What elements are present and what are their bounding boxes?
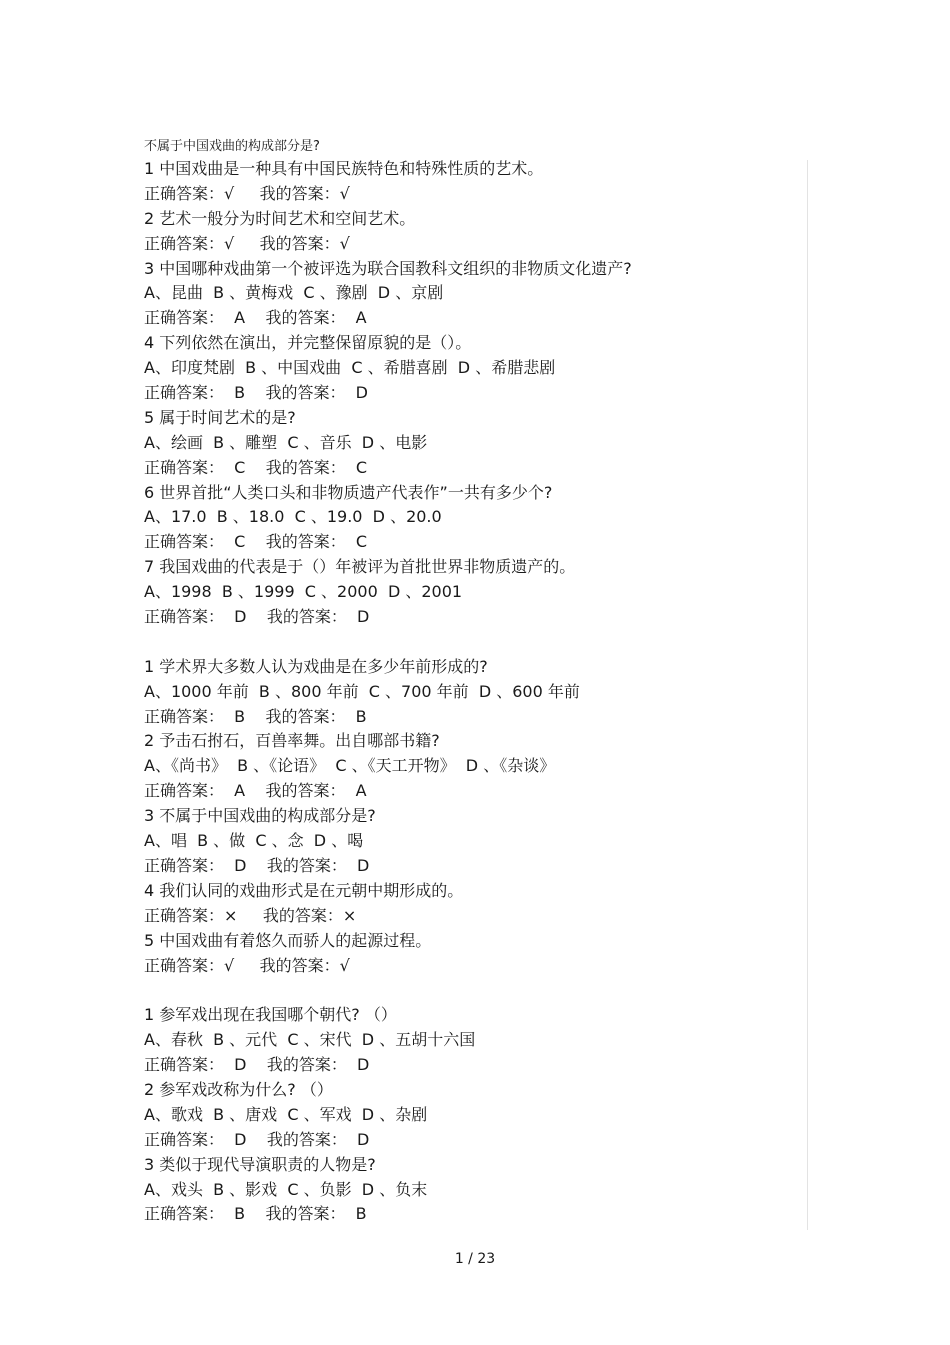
text-line: 正确答案：√ 我的答案：√ (144, 183, 350, 203)
text-line: 3 不属于中国戏曲的构成部分是? (144, 806, 376, 826)
text-line: A、印度梵剧 B 、中国戏曲 C 、希腊喜剧 D 、希腊悲剧 (144, 358, 556, 378)
text-line: 正确答案： C 我的答案： C (144, 457, 368, 477)
quiz-content (144, 157, 794, 1227)
text-line: 5 中国戏曲有着悠久而骄人的起源过程。 (144, 930, 432, 950)
text-line: 正确答案： D 我的答案： D (144, 1055, 370, 1075)
text-line: 4 下列依然在演出，并完整保留原貌的是（）。 (144, 333, 472, 353)
text-line: 正确答案： B 我的答案： B (144, 706, 367, 726)
text-line: 2 参军戏改称为什么? （） (144, 1079, 333, 1099)
text-line: A、唱 B 、做 C 、念 D 、喝 (144, 831, 364, 851)
text-line: 正确答案： D 我的答案： D (144, 1129, 370, 1149)
text-line: 3 中国哪种戏曲第一个被评选为联合国教科文组织的非物质文化遗产? (144, 258, 632, 278)
text-line: A、《尚书》 B 、《论语》 C 、《天工开物》 D 、《杂谈》 (144, 756, 556, 776)
page-header-text: 不属于中国戏曲的构成部分是? (144, 139, 320, 154)
text-line: A、歌戏 B 、唐戏 C 、军戏 D 、杂剧 (144, 1104, 428, 1124)
section-gap (144, 630, 794, 655)
text-line: 正确答案：× 我的答案：× (144, 905, 357, 925)
text-line: A、1998 B 、1999 C 、2000 D 、2001 (144, 582, 463, 602)
text-line: 正确答案： D 我的答案： D (144, 607, 370, 627)
text-line: 5 属于时间艺术的是? (144, 407, 296, 427)
text-line: 2 艺术一般分为时间艺术和空间艺术。 (144, 208, 416, 228)
page-number: 1 / 23 (454, 1251, 496, 1267)
text-line: A、昆曲 B 、黄梅戏 C 、豫剧 D 、京剧 (144, 283, 444, 303)
text-line: 正确答案：√ 我的答案：√ (144, 233, 350, 253)
text-line: A、17.0 B 、18.0 C 、19.0 D 、20.0 (144, 507, 442, 527)
text-line: A、戏头 B 、影戏 C 、负影 D 、负末 (144, 1179, 428, 1199)
text-line: 7 我国戏曲的代表是于（）年被评为首批世界非物质遗产的。 (144, 557, 576, 577)
text-line: 正确答案： A 我的答案： A (144, 308, 367, 328)
text-line: 1 参军戏出现在我国哪个朝代? （） (144, 1005, 397, 1025)
text-line: A、1000 年前 B 、800 年前 C 、700 年前 D 、600 年前 (144, 681, 580, 701)
text-line: 1 中国戏曲是一种具有中国民族特色和特殊性质的艺术。 (144, 159, 544, 178)
text-line: 正确答案： B 我的答案： D (144, 383, 368, 403)
text-line: 正确答案： D 我的答案： D (144, 855, 370, 875)
text-line: 2 予击石拊石，百兽率舞。出自哪部书籍? (144, 731, 440, 751)
section-gap (144, 978, 794, 1003)
text-line: 6 世界首批“人类口头和非物质遗产代表作”一共有多少个? (144, 482, 553, 502)
text-line: 正确答案： A 我的答案： A (144, 781, 367, 801)
text-line: 正确答案：√ 我的答案：√ (144, 955, 350, 975)
right-margin-rule (807, 160, 808, 1230)
text-line: A、绘画 B 、雕塑 C 、音乐 D 、电影 (144, 432, 428, 452)
text-line: 3 类似于现代导演职责的人物是? (144, 1154, 376, 1174)
text-line: 4 我们认同的戏曲形式是在元朝中期形成的。 (144, 880, 464, 900)
text-line: 正确答案： B 我的答案： B (144, 1204, 367, 1224)
text-line: 1 学术界大多数人认为戏曲是在多少年前形成的? (144, 656, 488, 676)
text-line: 正确答案： C 我的答案： C (144, 532, 368, 552)
text-line: A、春秋 B 、元代 C 、宋代 D 、五胡十六国 (144, 1030, 476, 1050)
